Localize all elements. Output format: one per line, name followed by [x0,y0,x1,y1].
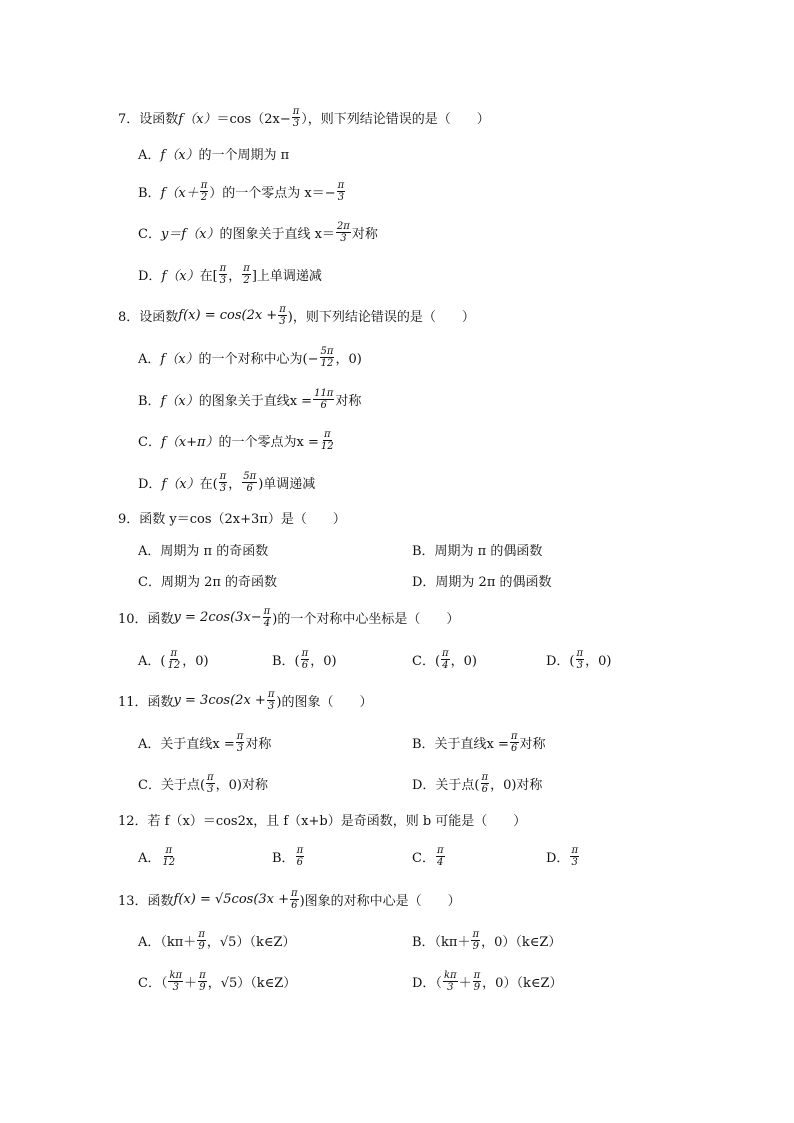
question-11-option-a: A．关于直线x = $\frac{\pi}{3}$ 对称 [138,730,272,754]
question-11-option-d: D．关于点( $\frac{\pi}{6}$ ，0)对称 [412,771,543,795]
question-11-option-b: B．关于直线x = $\frac{\pi}{6}$ 对称 [412,730,546,754]
question-10-option-c: C．( $\frac{\pi}{4}$ ，0) [412,647,477,671]
question-9-option-c: C．周期为 2π 的奇函数 [138,574,278,590]
question-12-option-c: C． $\frac{\pi}{4}$ [412,844,444,868]
question-number: 7．设函数 [118,111,179,127]
question-10-option-a: A．( $\frac{\pi}{12}$ ，0) [138,647,209,671]
question-10-option-d: D．( $\frac{\pi}{3}$ ，0) [546,647,612,671]
question-13-option-d: D．（ $\frac{k\pi}{3}$ ＋ $\frac{\pi}{9}$ ，0）（k∈Z） [412,969,563,993]
question-9-option-a: A．周期为 π 的奇函数 [138,543,269,559]
question-9-option-d: D．周期为 2π 的偶函数 [412,574,552,590]
question-11-option-c: C．关于点( $\frac{\pi}{3}$ ，0)对称 [138,771,268,795]
question-12-option-d: D． $\frac{\pi}{3}$ [546,844,579,868]
question-13-option-b: B．（kπ＋ $\frac{\pi}{9}$ ，0）（k∈Z） [412,928,562,952]
question-12-option-a: A． $\frac{\pi}{12}$ [138,844,176,868]
question-13-option-c: C．（ $\frac{k\pi}{3}$ ＋ $\frac{\pi}{9}$ ，√5）（k∈Z） [138,969,297,993]
question-13-option-a: A．（kπ＋ $\frac{\pi}{9}$ ，√5）（k∈Z） [138,928,296,952]
question-10-option-b: B．( $\frac{\pi}{6}$ ，0) [272,647,337,671]
fraction: $\frac{\pi}{3}$ [292,105,300,129]
question-9-option-b: B．周期为 π 的偶函数 [412,543,543,559]
question-12-option-b: B． $\frac{\pi}{6}$ [272,844,304,868]
